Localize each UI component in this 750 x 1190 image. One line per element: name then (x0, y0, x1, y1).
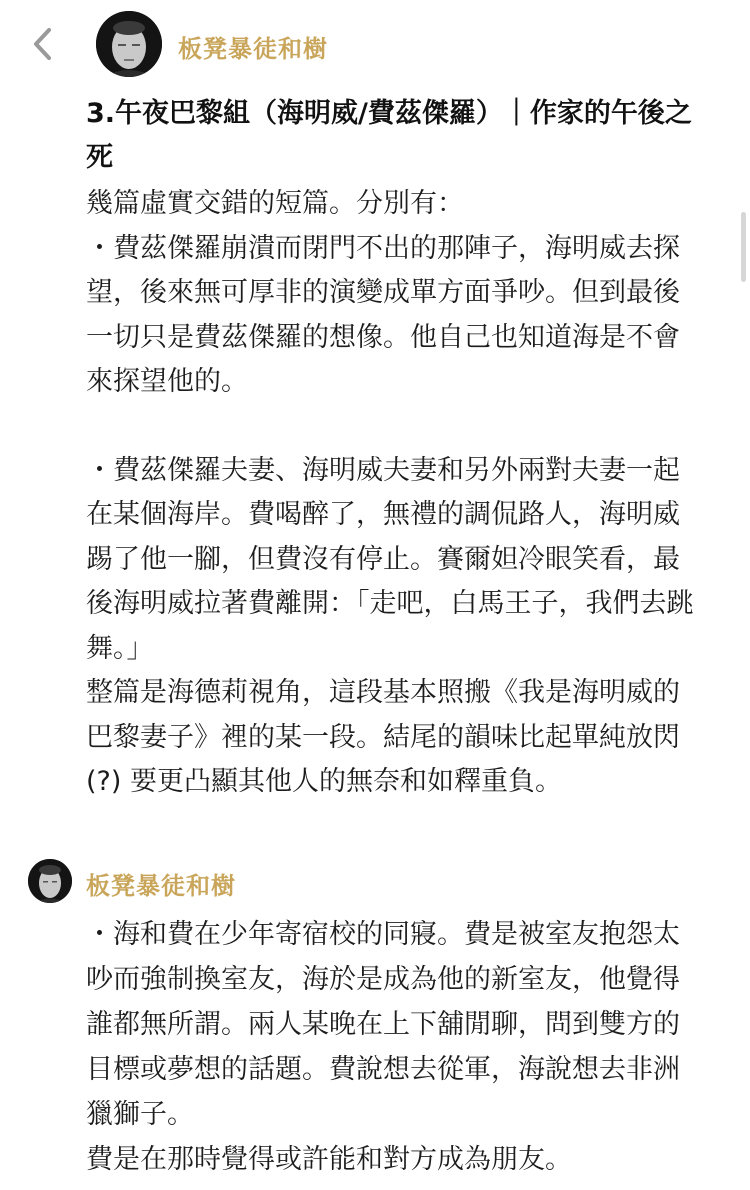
reply-body (86, 912, 706, 1182)
post-paragraph: 幾篇虛實交錯的短篇。分別有： (86, 188, 464, 219)
paragraph-spacer (86, 405, 706, 449)
reply-paragraph: 費是在那時覺得或許能和對方成為朋友。 (86, 1144, 572, 1175)
post-paragraph: ・費茲傑羅夫妻、海明威夫妻和另外兩對夫妻一起在某個海岸。費喝醉了，無禮的調侃路人，海明威踢了他一腳，但費沒有停止。賽爾妲冷眼笑看，最後海明威拉著費離開：「走吧，白馬王子，我們去跳舞。」 (86, 454, 694, 664)
reply-avatar[interactable] (28, 859, 72, 903)
author-username[interactable]: 板凳暴徒和樹 (178, 35, 328, 63)
reply-paragraph: ・海和費在少年寄宿校的同寢。費是被室友抱怨太吵而強制換室友，海於是成為他的新室友，他覺得誰都無所謂。兩人某晚在上下舖閒聊，問到雙方的目標或夢想的話題。費說想去從軍，海說想去非洲獵獅子。 (86, 919, 680, 1130)
post-paragraph: ・費茲傑羅崩潰而閉門不出的那陣子，海明威去探望，後來無可厚非的演變成單方面爭吵。但到最後一切只是費茲傑羅的想像。他自己也知道海是不會來探望他的。 (86, 232, 680, 397)
post-body (86, 182, 706, 805)
scrollbar[interactable] (741, 212, 746, 282)
chevron-left-icon (31, 26, 53, 62)
avatar[interactable] (96, 11, 162, 77)
back-button[interactable] (22, 24, 62, 64)
post-title: 3.午夜巴黎組（海明威/費茲傑羅）｜作家的午後之死 (86, 98, 692, 173)
reply-username[interactable]: 板凳暴徒和樹 (86, 872, 236, 900)
post-paragraph: 整篇是海德莉視角，這段基本照搬《我是海明威的巴黎妻子》裡的某一段。結尾的韻味比起單純放閃 (?) 要更凸顯其他人的無奈和如釋重負。 (86, 677, 680, 797)
